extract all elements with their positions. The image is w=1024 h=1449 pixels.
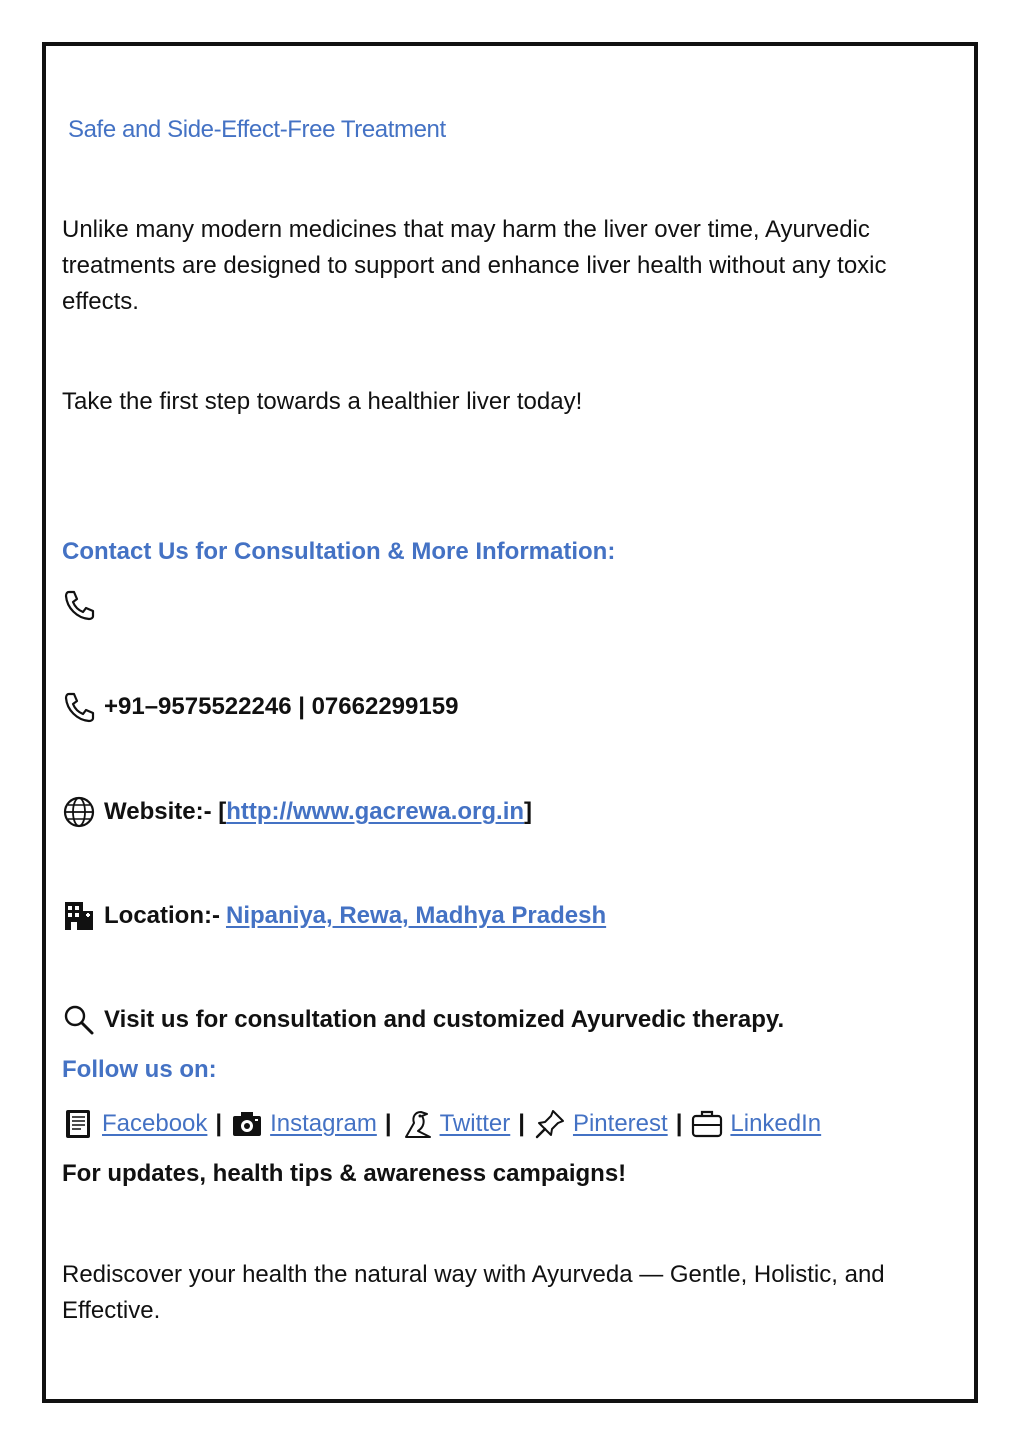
linkedin-link[interactable]: LinkedIn [730,1110,822,1137]
instagram-link[interactable]: Instagram [270,1110,377,1137]
intro-paragraph: Unlike many modern medicines that may harm the liver over time, Ayurvedic treatments are designed to support and enhance liver health without any toxic effects. [62,216,887,315]
camera-icon [230,1107,264,1141]
building-icon [62,899,96,933]
notebook-icon [62,1107,96,1141]
twitter-link[interactable]: Twitter [439,1110,511,1137]
magnifier-icon [62,1003,96,1037]
phone-icon [62,588,96,622]
location-link[interactable]: Nipaniya, Rewa, Madhya Pradesh [225,902,607,929]
pinterest-link[interactable]: Pinterest [572,1110,668,1137]
section-title: Safe and Side-Effect-Free Treatment [68,116,446,143]
facebook-link[interactable]: Facebook [102,1110,208,1137]
separator: | [215,1110,223,1137]
follow-heading: Follow us on: [62,1056,217,1083]
website-row [62,795,532,829]
phone-row [62,690,458,724]
website-close: ] [524,798,533,825]
call-to-action: Take the first step towards a healthier liver today! [62,388,583,415]
separator: | [518,1110,525,1137]
social-tagline: For updates, health tips & awareness campaigns! [62,1160,627,1187]
phone-icon [62,690,96,724]
bird-icon [400,1107,434,1141]
visit-row [62,1003,784,1037]
location-label: Location:- [104,902,220,929]
location-row [62,899,606,933]
separator: | [384,1110,392,1137]
social-links [62,1107,821,1141]
globe-icon [62,795,96,829]
phone-numbers[interactable]: +91–9575522246 | 07662299159 [104,693,459,720]
closing-text: Rediscover your health the natural way with Ayurveda — Gentle, Holistic, and Effective. [62,1261,885,1324]
separator: | [675,1110,683,1137]
pin-icon [533,1107,567,1141]
contact-heading: Contact Us for Consultation & More Information: [62,538,616,565]
briefcase-icon [690,1107,724,1141]
visit-text: Visit us for consultation and customized Ayurvedic therapy. [104,1006,785,1033]
website-label: Website:- [ [104,798,227,825]
website-link[interactable]: http://www.gacrewa.org.in [226,798,525,825]
